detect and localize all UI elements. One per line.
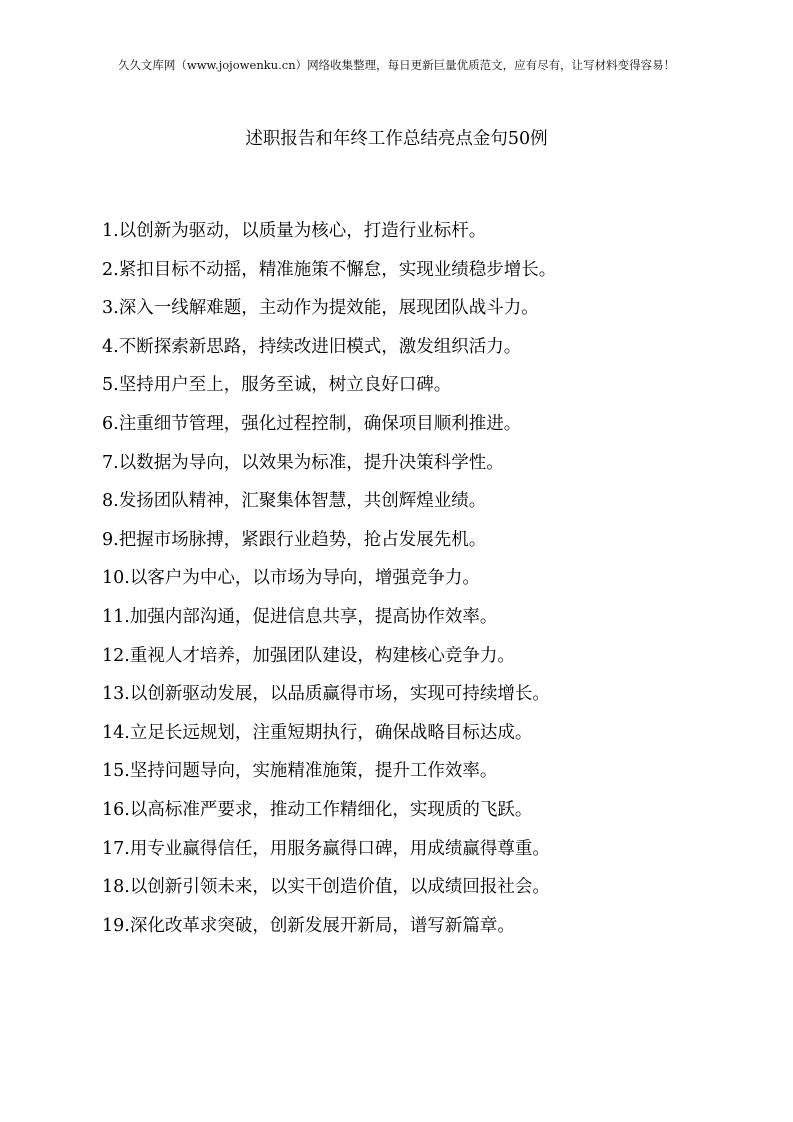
list-item: 18.以创新引领未来，以实干创造价值，以成绩回报社会。 xyxy=(102,877,550,898)
list-item: 8.发扬团队精神，汇聚集体智慧，共创辉煌业绩。 xyxy=(102,491,487,512)
list-item: 16.以高标准严要求，推动工作精细化，实现质的飞跃。 xyxy=(102,799,533,820)
list-item: 10.以客户为中心，以市场为导向，增强竞争力。 xyxy=(102,568,480,589)
list-item: 3.深入一线解难题，主动作为提效能，展现团队战斗力。 xyxy=(102,298,539,319)
list-item: 19.深化改革求突破，创新发展开新局，谱写新篇章。 xyxy=(102,915,515,936)
list-item: 7.以数据为导向，以效果为标准，提升决策科学性。 xyxy=(102,452,504,473)
list-item: 9.把握市场脉搏，紧跟行业趋势，抢占发展先机。 xyxy=(102,529,487,550)
list-item: 4.不断探索新思路，持续改进旧模式，激发组织活力。 xyxy=(102,336,522,357)
list-item: 17.用专业赢得信任，用服务赢得口碑，用成绩赢得尊重。 xyxy=(102,838,550,859)
list-item: 14.立足长远规划，注重短期执行，确保战略目标达成。 xyxy=(102,722,533,743)
list-item: 2.紧扣目标不动摇，精准施策不懈怠，实现业绩稳步增长。 xyxy=(102,259,557,280)
list-item: 6.注重细节管理，强化过程控制，确保项目顺利推进。 xyxy=(102,413,522,434)
page-header: 久久文库网（www.jojowenku.cn）网络收集整理，每日更新巨量优质范文，应有尽有，让写材料变得容易！ xyxy=(117,58,676,72)
list-item: 11.加强内部沟通，促进信息共享，提高协作效率。 xyxy=(102,606,498,627)
list-item: 5.坚持用户至上，服务至诚，树立良好口碑。 xyxy=(102,375,452,396)
list-item: 13.以创新驱动发展，以品质赢得市场，实现可持续增长。 xyxy=(102,684,550,705)
list-item: 1.以创新为驱动，以质量为核心，打造行业标杆。 xyxy=(102,221,487,241)
list-item: 12.重视人才培养，加强团队建设，构建核心竞争力。 xyxy=(102,645,515,666)
page-title: 述职报告和年终工作总结亮点金句50例 xyxy=(245,129,548,149)
item-list xyxy=(102,215,742,948)
list-item: 15.坚持问题导向，实施精准施策，提升工作效率。 xyxy=(102,761,498,782)
